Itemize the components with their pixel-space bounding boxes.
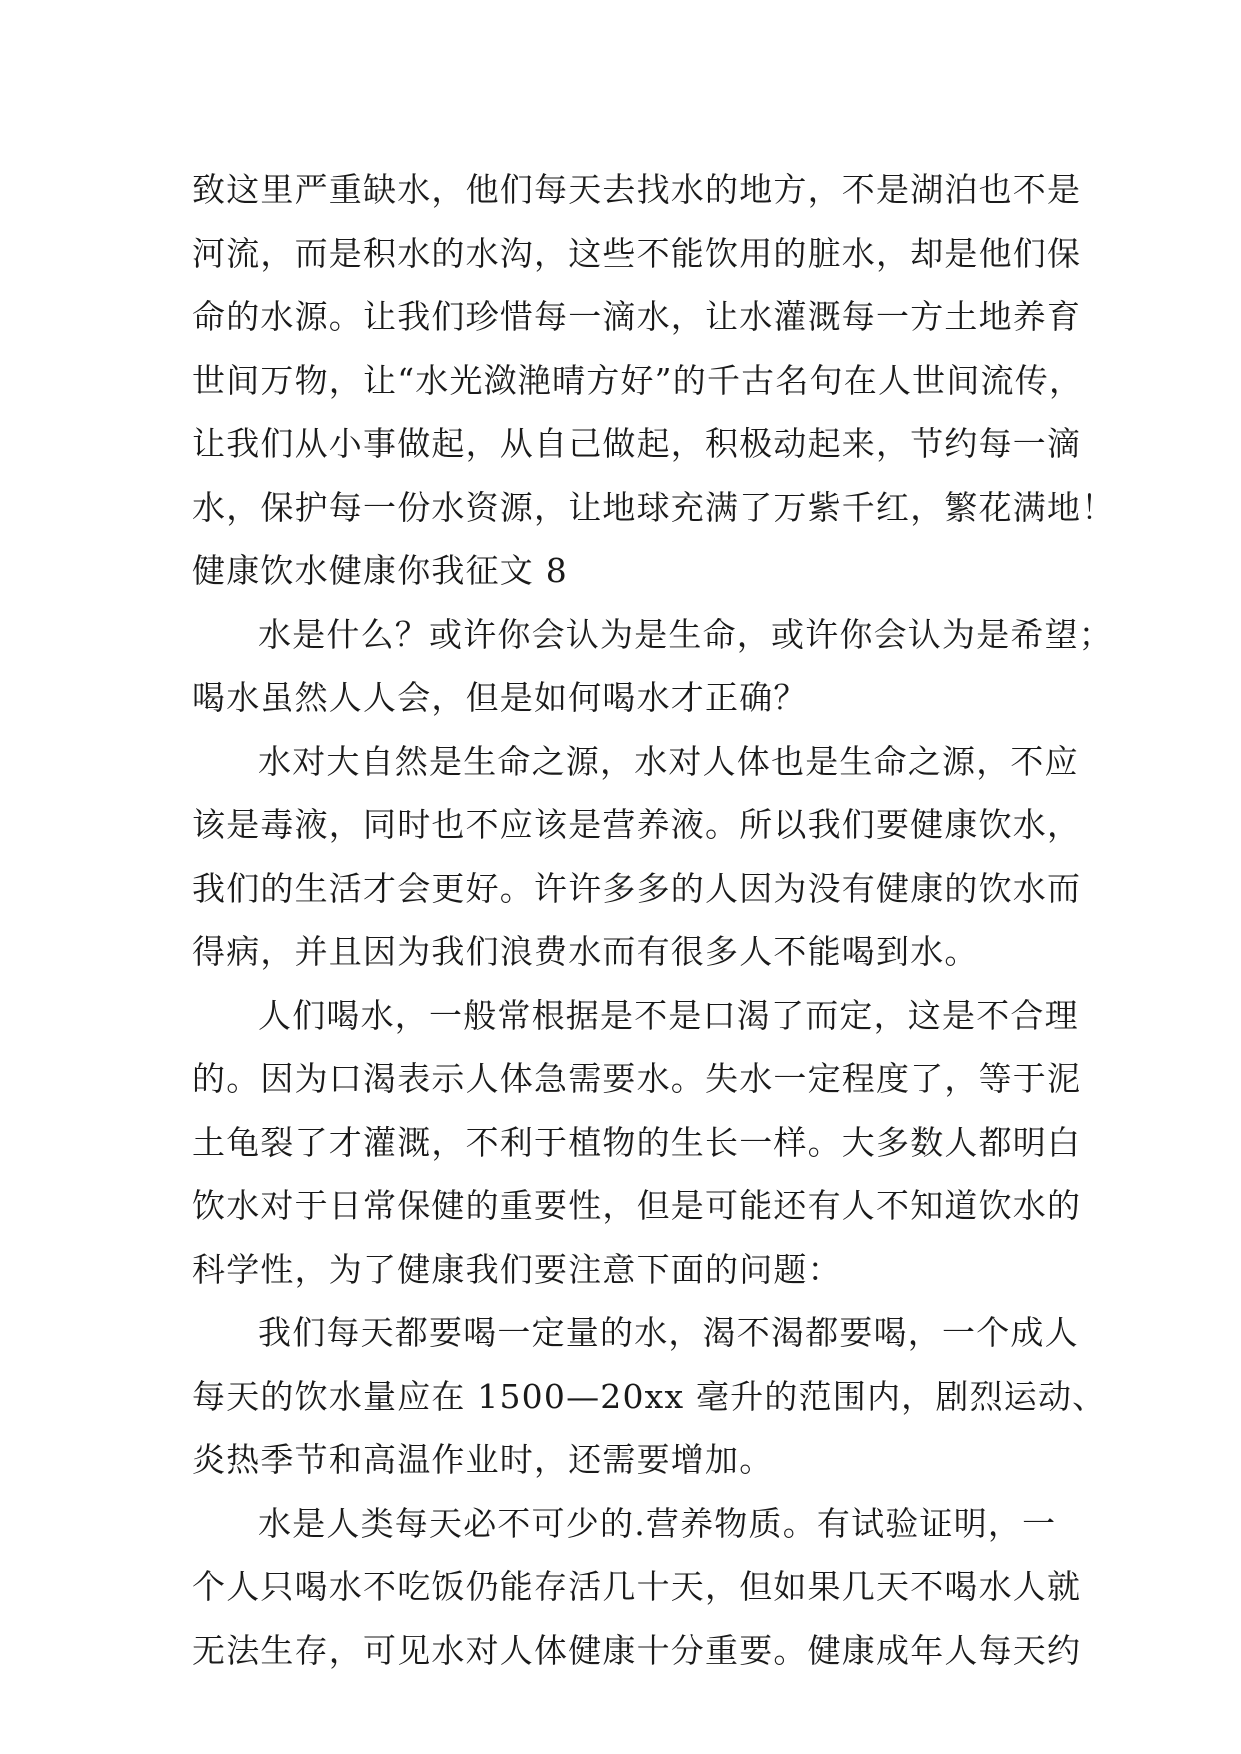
document-body [192, 158, 1116, 1682]
text-line: 个人只喝水不吃饭仍能存活几十天，但如果几天不喝水人就 [192, 1567, 1082, 1606]
text-line: 科学性，为了健康我们要注意下面的问题： [192, 1249, 842, 1289]
text-line: 饮水对于日常保健的重要性，但是可能还有人不知道饮水的 [192, 1186, 1082, 1225]
text-line: 水，保护每一份水资源，让地球充满了万紫千红，繁花满地！ [192, 487, 1116, 527]
section-heading: 健康饮水健康你我征文 8 [192, 551, 568, 590]
text-line: 让我们从小事做起，从自己做起，积极动起来，节约每一滴 [192, 424, 1082, 463]
text-line: 无法生存，可见水对人体健康十分重要。健康成年人每天约 [192, 1630, 1082, 1670]
text-line: 世间万物，让“水光潋滟晴方好”的千古名句在人世间流传， [192, 360, 1084, 400]
text-line: 的。因为口渴表示人体急需要水。失水一定程度了，等于泥 [192, 1059, 1082, 1098]
text-line: 我们的生活才会更好。许许多多的人因为没有健康的饮水而 [192, 868, 1082, 908]
text-line: 命的水源。让我们珍惜每一滴水，让水灌溉每一方土地养育 [192, 297, 1082, 336]
paragraph-first-line: 人们喝水，一般常根据是不是口渴了而定，这是不合理 [258, 995, 1079, 1035]
paragraph-first-line: 水是人类每天必不可少的.营养物质。有试验证明，一 [258, 1503, 1057, 1543]
paragraph-first-line: 水是什么？或许你会认为是生命，或许你会认为是希望； [258, 614, 1113, 654]
text-line: 每天的饮水量应在 1500—20xx 毫升的范围内，剧烈运动、 [192, 1376, 1107, 1416]
text-line: 河流，而是积水的水沟，这些不能饮用的脏水，却是他们保 [192, 233, 1082, 273]
text-line: 土龟裂了才灌溉，不利于植物的生长一样。大多数人都明白 [192, 1122, 1082, 1162]
text-line: 得病，并且因为我们浪费水而有很多人不能喝到水。 [192, 932, 979, 971]
paragraph-first-line: 水对大自然是生命之源，水对人体也是生命之源，不应 [258, 741, 1079, 781]
text-line: 致这里严重缺水，他们每天去找水的地方，不是湖泊也不是 [192, 170, 1082, 209]
paragraph-first-line: 我们每天都要喝一定量的水，渴不渴都要喝，一个成人 [258, 1313, 1079, 1352]
text-line: 喝水虽然人人会，但是如何喝水才正确？ [192, 678, 808, 717]
text-line: 该是毒液，同时也不应该是营养液。所以我们要健康饮水， [192, 805, 1082, 844]
text-line: 炎热季节和高温作业时，还需要增加。 [192, 1440, 774, 1479]
